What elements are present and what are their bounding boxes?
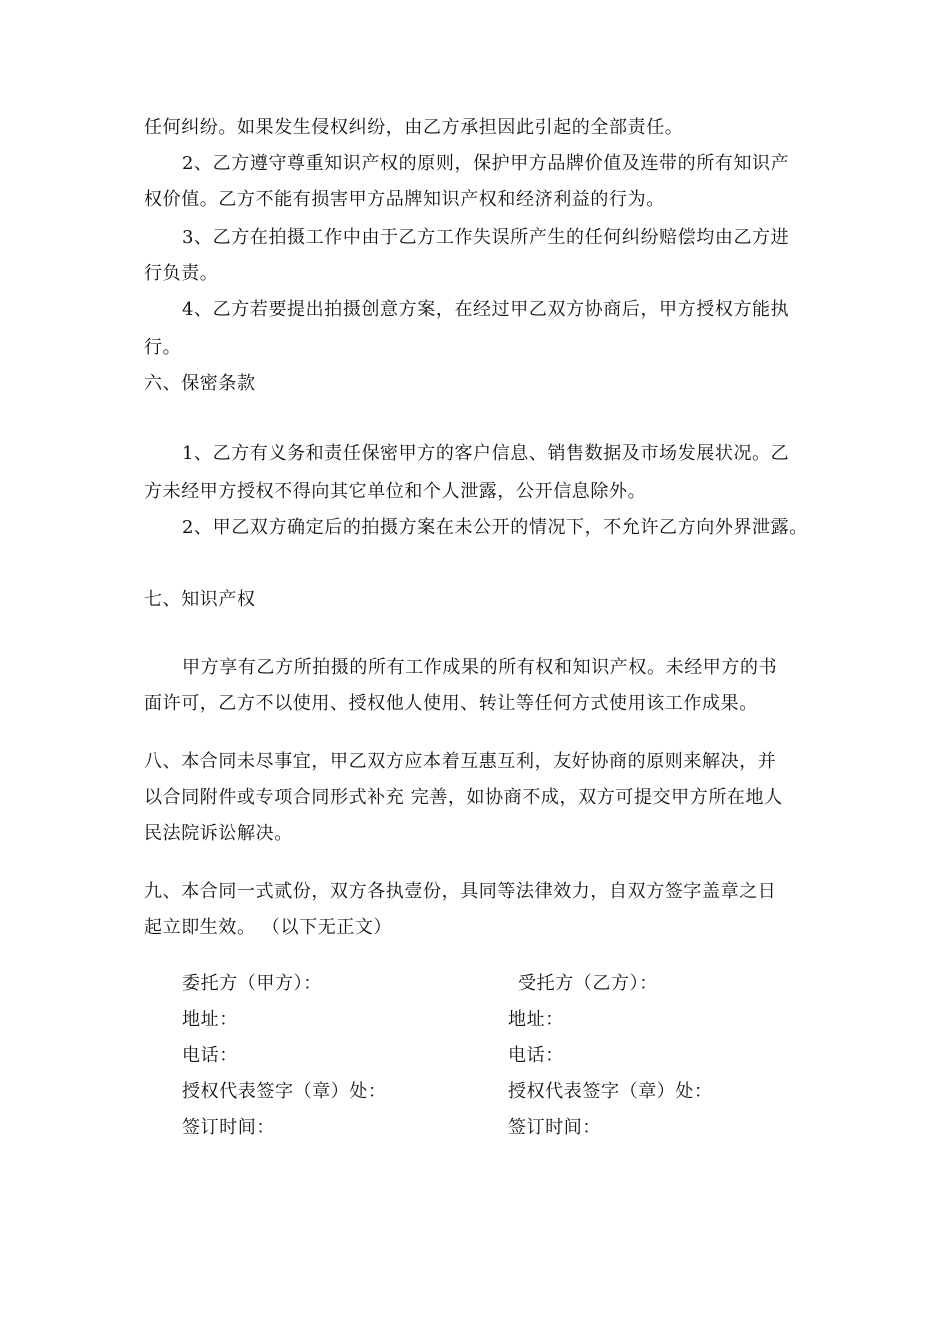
section9-line2: 起立即生效。 （以下无正文） [144, 917, 393, 938]
section9-line1: 九、本合同一式贰份，双方各执壹份，具同等法律效力，自双方签字盖章之日 [144, 881, 777, 902]
section7-para-line1: 甲方享有乙方所拍摄的所有工作成果的所有权和知识产权。未经甲方的书 [182, 657, 778, 678]
section5-item4-line2: 行。 [144, 337, 182, 358]
party-a-sign-date: 签订时间： [182, 1117, 275, 1138]
section8-line1: 八、本合同未尽事宜，甲乙双方应本着互惠互利，友好协商的原则来解决，并 [144, 751, 777, 772]
section5-continuation: 任何纠纷。如果发生侵权纠纷，由乙方承担因此引起的全部责任。 [144, 117, 684, 138]
party-b-address: 地址： [508, 1009, 564, 1030]
party-a-phone: 电话： [182, 1045, 238, 1066]
section6-item1-line1: 1、乙方有义务和责任保密甲方的客户信息、销售数据及市场发展状况。乙 [182, 443, 790, 464]
section8-line3: 民法院诉讼解决。 [144, 823, 293, 844]
party-b-representative: 授权代表签字（章）处： [508, 1081, 713, 1102]
party-a-representative: 授权代表签字（章）处： [182, 1081, 387, 1102]
section5-item4-line1: 4、乙方若要提出拍摄创意方案，在经过甲乙双方协商后，甲方授权方能执 [182, 299, 790, 320]
party-a-address: 地址： [182, 1009, 238, 1030]
section5-item3-line1: 3、乙方在拍摄工作中由于乙方工作失误所产生的任何纠纷赔偿均由乙方进 [182, 227, 790, 248]
section5-item2-line2: 权价值。乙方不能有损害甲方品牌知识产权和经济利益的行为。 [144, 189, 665, 210]
section7-para-line2: 面许可，乙方不以使用、授权他人使用、转让等任何方式使用该工作成果。 [144, 693, 758, 714]
section6-item1-line2: 方未经甲方授权不得向其它单位和个人泄露，公开信息除外。 [144, 481, 647, 502]
section8-line2: 以合同附件或专项合同形式补充 完善，如协商不成，双方可提交甲方所在地人 [144, 787, 783, 808]
section5-item3-line2: 行负责。 [144, 263, 219, 284]
party-b-title: 受托方（乙方）： [518, 973, 658, 994]
section6-heading: 六、保密条款 [144, 373, 256, 394]
section5-item2-line1: 2、乙方遵守尊重知识产权的原则，保护甲方品牌价值及连带的所有知识产 [182, 153, 790, 174]
section6-item2-line1: 2、甲乙双方确定后的拍摄方案在未公开的情况下，不允许乙方向外界泄露。 [182, 517, 808, 538]
party-a-title: 委托方（甲方）： [182, 973, 322, 994]
section7-heading: 七、知识产权 [144, 589, 256, 610]
party-b-phone: 电话： [508, 1045, 564, 1066]
party-b-sign-date: 签订时间： [508, 1117, 601, 1138]
